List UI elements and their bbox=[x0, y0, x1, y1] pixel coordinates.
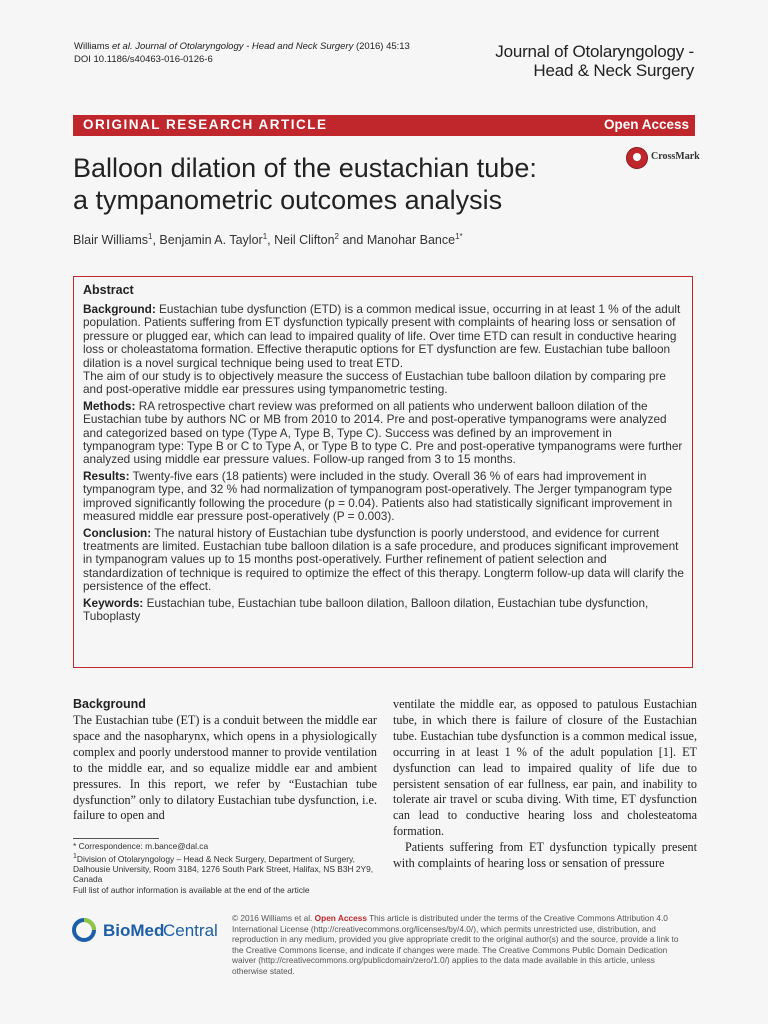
abstract-keywords bbox=[83, 597, 685, 624]
journal-name-line-2: Head & Neck Surgery bbox=[533, 61, 694, 80]
author-affiliation: 2 bbox=[334, 232, 339, 241]
author-name[interactable]: Neil Clifton bbox=[274, 233, 335, 248]
article-title bbox=[73, 152, 593, 216]
abstract-heading: Abstract bbox=[83, 283, 134, 297]
abstract-keywords-text: Eustachian tube, Eustachian tube balloon dilation, Balloon dilation, Eustachian tube dysfunction, Tuboplasty bbox=[83, 595, 649, 623]
abstract-methods-text: RA retrospective chart review was preformed on all patients who underwent balloon dilation of the Eustachian tube by authors NC or MB from 2010 to 2014. Pre and post-operative tympanograms were analyzed and categorized based on type (Type A, Type B, Type C). Success was defined by an improvement in tympanogram type: Type B or C to Type A, or Type B to type C. Pre and post-operative tympanograms were further analyzed using middle ear pressure values. Follow-up ranged from 3 to 15 months. bbox=[83, 398, 683, 467]
correspondence-note[interactable]: * Correspondence: m.bance@dal.ca bbox=[73, 841, 209, 851]
body-paragraph: The Eustachian tube (ET) is a conduit between the middle ear space and the nasopharynx, which opens in a physiologically complex and poorly understood manner to provide ventilation to the middle ear, and so equalize middle ear and ambient pressures. In this report, we refer by “Eustachian tube dysfunction” only to dilatory Eustachian tube dysfunction, i.e. failure to open and bbox=[73, 713, 377, 823]
author-separator: and bbox=[339, 233, 367, 248]
abstract-results bbox=[83, 470, 685, 524]
article-type-banner bbox=[73, 115, 695, 136]
crossmark-label: CrossMark bbox=[651, 151, 700, 162]
author-name[interactable]: Manohar Bance bbox=[366, 233, 456, 248]
abstract-background bbox=[83, 303, 685, 397]
abstract-background-label: Background: bbox=[83, 302, 156, 316]
affiliation-text: Division of Otolaryngology – Head & Neck Surgery, Department of Surgery, Dalhousie University, Room 3184, 1276 South Park Street, Halifax, NS B3H 2Y9, Canada bbox=[73, 853, 374, 885]
body-column-left bbox=[73, 697, 377, 824]
abstract-background-text-2: The aim of our study is to objectively measure the success of Eustachian tube balloon dilation by comparing pre and post-operative middle ear pressures using tympanometric testing. bbox=[83, 369, 666, 397]
body-paragraph: Patients suffering from ET dysfunction typically present with complaints of hearing loss or sensation of pressure bbox=[393, 840, 697, 871]
biomed-central-logo[interactable] bbox=[71, 915, 221, 951]
author-separator: , bbox=[152, 233, 160, 248]
open-access-label: Open Access bbox=[603, 117, 689, 132]
title-line-1: Balloon dilation of the eustachian tube: bbox=[73, 153, 537, 183]
author-info-note: Full list of author information is available at the end of the article bbox=[73, 884, 310, 895]
abstract-conclusion bbox=[83, 527, 685, 594]
body-column-right bbox=[393, 697, 697, 872]
abstract-methods bbox=[83, 400, 685, 467]
license-open-access: Open Access bbox=[314, 913, 367, 923]
author-name[interactable]: Benjamin A. Taylor bbox=[159, 233, 263, 248]
license-text: This article is distributed under the terms of the Creative Commons Attribution 4.0 International License (http://creativecommons.org/licenses/by/4.0/), which permits unrestricted use, distribution, and reproduction in any medium, provided you give appropriate credit to the original author(s) and the source, provide a link to the Creative Commons license, and indicate if changes were made. The Creative Commons Public Domain Dedication waiver (http://creativecommons.org/publicdomain/zero/1.0/) applies to the data made available in this article, unless otherwise stated. bbox=[232, 913, 679, 976]
author-name[interactable]: Blair Williams bbox=[73, 233, 148, 248]
crossmark-badge[interactable] bbox=[626, 147, 706, 169]
abstract-methods-label: Methods: bbox=[83, 398, 136, 413]
citation-volume: (2016) 45:13 bbox=[353, 41, 410, 52]
body-paragraph: ventilate the middle ear, as opposed to patulous Eustachian tube, in which there is failure of closure of the Eustachian tube. Eustachian tube dysfunction is a common medical issue, occurring in at least 1 % of the adult population [1]. ET dysfunction can lead to impaired quality of life due to persistent sensation of ear fullness, ear pain, and inability to tolerate air travel or scuba diving. With time, ET dysfunction can lead to conductive hearing loss and cholesteatoma formation. bbox=[393, 697, 697, 839]
abstract-results-label: Results: bbox=[83, 468, 130, 483]
journal-name bbox=[495, 42, 694, 80]
doi-link[interactable]: DOI 10.1186/s40463-016-0126-6 bbox=[74, 54, 213, 65]
footnote-divider bbox=[73, 838, 159, 839]
abstract-box bbox=[73, 276, 693, 668]
affiliation-number: 1 bbox=[73, 852, 77, 860]
publisher-name-regular: Central bbox=[163, 921, 218, 940]
citation-block bbox=[74, 40, 410, 66]
abstract-conclusion-label: Conclusion: bbox=[83, 525, 152, 540]
citation-journal: et al. Journal of Otolaryngology - Head and Neck Surgery bbox=[112, 41, 354, 52]
citation-line-1 bbox=[74, 40, 410, 53]
abstract-conclusion-text: The natural history of Eustachian tube dysfunction is poorly understood, and evidence for current treatments are limited. Eustachian tube balloon dilation is a safe procedure, and produces significant improvement in tympanogram values up to 15 months post-operatively. Further refinement of patient selection and standardization of technique is required to optimize the effect of this therapy. Longterm follow-up data will clarify the persistence of the effect. bbox=[83, 525, 684, 594]
affiliation-note bbox=[73, 852, 378, 885]
title-line-2: a tympanometric outcomes analysis bbox=[73, 185, 503, 215]
biomed-ring-icon bbox=[71, 917, 97, 943]
citation-authors: Williams bbox=[74, 41, 112, 52]
author-affiliation: 1 bbox=[262, 232, 268, 241]
journal-name-line-1: Journal of Otolaryngology - bbox=[495, 42, 694, 61]
abstract-results-text: Twenty-five ears (18 patients) were included in the study. Overall 36 % of ears had improvement in tympanogram type, and 32 % had normalization of tympanogram post-operatively. The Jerger tympanogram type improved significantly following the procedure (p = 0.04). Patients also had statistically significant improvement in measured middle ear pressure post-operatively (P = 0.003). bbox=[83, 468, 673, 524]
author-affiliation: 1* bbox=[455, 232, 463, 241]
author-affiliation: 1 bbox=[148, 232, 153, 241]
footnotes bbox=[73, 841, 378, 895]
abstract-keywords-label: Keywords: bbox=[83, 595, 144, 610]
author-separator: , bbox=[267, 233, 275, 248]
publisher-name-bold: BioMed bbox=[103, 921, 165, 940]
crossmark-icon bbox=[626, 147, 648, 169]
author-list bbox=[73, 232, 463, 247]
license-statement bbox=[232, 913, 692, 976]
abstract-body bbox=[83, 303, 685, 626]
article-type-label: ORIGINAL RESEARCH ARTICLE bbox=[83, 117, 328, 132]
abstract-background-text: Eustachian tube dysfunction (ETD) is a common medical issue, occurring in at least 1 % of the adult population. Patients suffering from ET dysfunction typically present with complaints of hearing loss or sensation of pressure or plugged ear, which can lead to impaired quality of life. Over time ETD can result in conductive hearing loss or choleastatoma formation. Effective theraputic options for ET dysfunction are few. Eustachian tube balloon dilation is a novel surgical technique being used to treat ETD. bbox=[83, 302, 681, 370]
license-copyright: © 2016 Williams et al. bbox=[232, 913, 315, 923]
section-heading: Background bbox=[73, 697, 146, 711]
